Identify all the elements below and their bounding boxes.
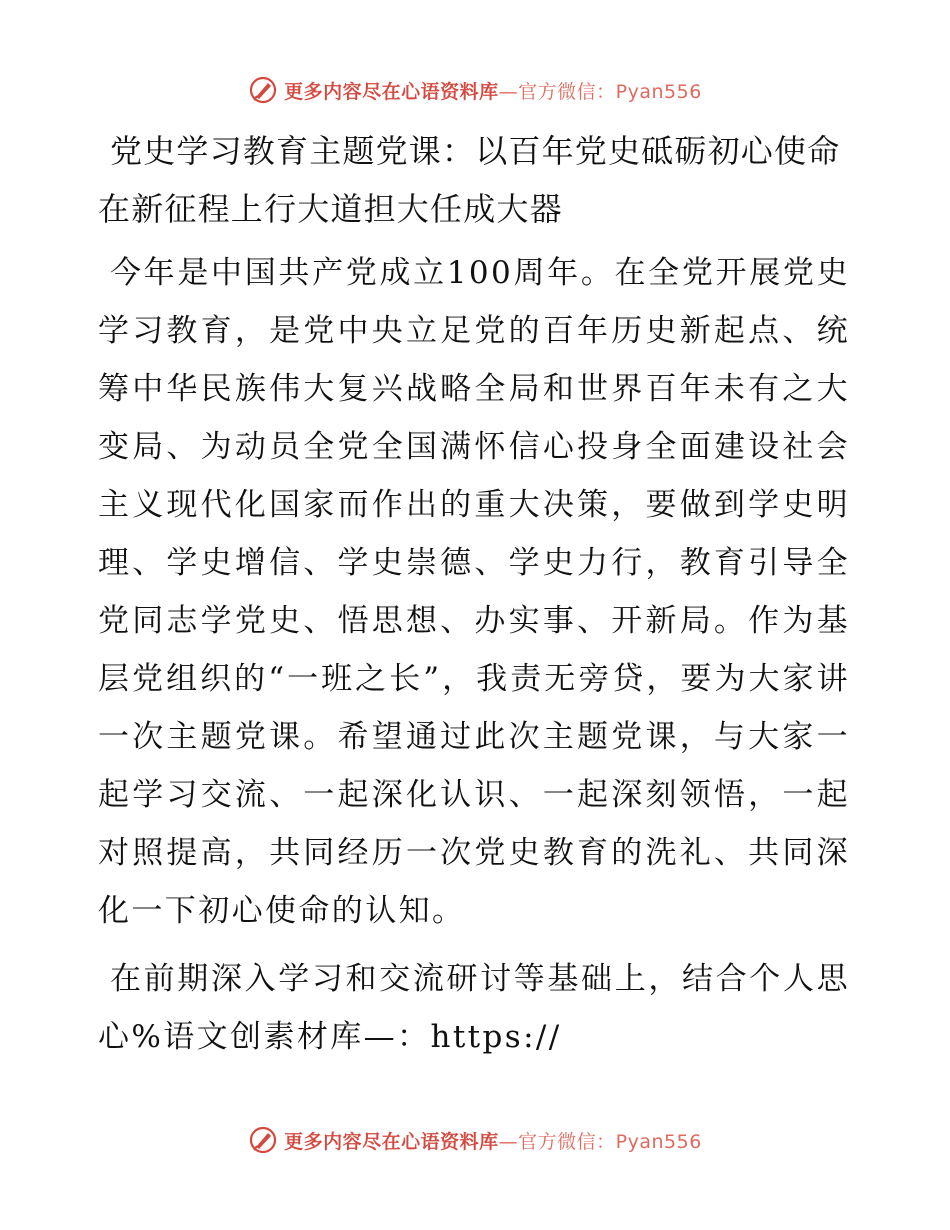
banner-suffix: —官方微信：Pyan556 [498, 80, 702, 103]
banner-suffix: —官方微信：Pyan556 [498, 1130, 702, 1153]
banner-text [284, 77, 702, 104]
document-title: 党史学习教育主题党课：以百年党史砥砺初心使命 在新征程上行大道担大任成大器 [98, 132, 874, 228]
document-body [98, 122, 874, 1076]
paragraph-2: 在前期深入学习和交流研讨等基础上，结合个人思心%语文创素材库—：https:// [98, 961, 850, 1055]
header-banner [0, 70, 950, 110]
quill-pen-logo-icon [248, 1125, 278, 1155]
quill-pen-logo-icon [248, 75, 278, 105]
footer-banner [0, 1120, 950, 1160]
banner-text [284, 1127, 702, 1154]
banner-prefix: 更多内容尽在心语资料库 [284, 1130, 499, 1153]
paragraph-1: 今年是中国共产党成立100周年。在全党开展党史学习教育，是党中央立足党的百年历史新起点、统筹中华民族伟大复兴战略全局和世界百年未有之大变局、为动员全党全国满怀信心投身全面建设社会主义现代化国家而作出的重大决策，要做到学史明理、学史增信、学史崇德、学史力行，教育引导全党同志学党史、悟思想、办实事、开新局。作为基层党组织的“一班之长”，我责无旁贷，要为大家讲一次主题党课。希望通过此次主题党课，与大家一起学习交流、一起深化认识、一起深刻领悟，一起对照提高，共同经历一次党史教育的洗礼、共同深化一下初心使命的认知。 [98, 255, 850, 929]
banner-prefix: 更多内容尽在心语资料库 [284, 80, 499, 103]
